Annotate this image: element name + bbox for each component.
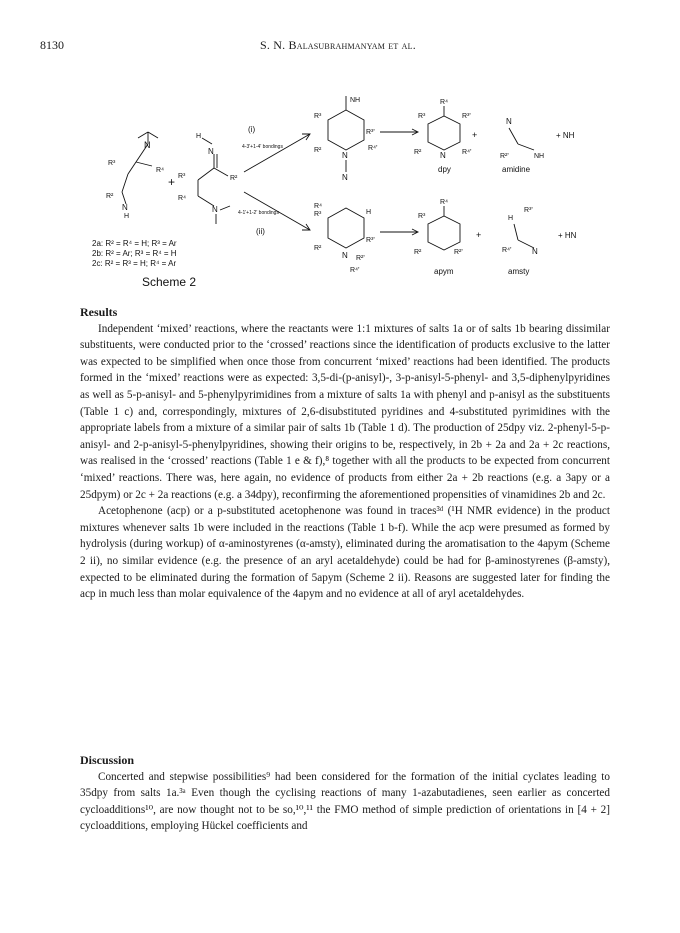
svg-text:R⁴: R⁴	[440, 99, 449, 106]
scheme-svg	[88, 88, 613, 300]
amsty-product	[502, 207, 577, 276]
svg-text:N: N	[122, 203, 128, 212]
results-paragraph-1: Independent ‘mixed’ reactions, where the reactants were 1:1 mixtures of salts 1a or of salts 1b bearing dissimilar substituents, were conducted prior to the ‘crossed’ reactions since the identification of products exclusive to the latter was expected to be simplified when once those from concurrent ‘mixed’ reactions had been identified. The products formed in the ‘mixed’ reactions were as expected: 3,5-di-(p-anisyl)-, 3-p-anisyl-5-phenyl- and 3,5-diphenylpyridines as well as 5-p-anisyl- and 5-phenylpyrimidines from a mixture of salts 1a with phenyl and p-anisyl as the substituents (Table 1 c) and, correspondingly, mixtures of 2,6-disubstituted pyridines and 4-substituted pyrimidines with the appropriate labels from a mixture of a similar pair of salts 1b (Table 1 d). The production of 25dpy viz. 2-phenyl-5-p-anisyl- and 2-p-anisyl-5-phenylpyridines, showing their origins to be, respectively, in 2b + 2a and 2a + 2c reactions, was realised in the ‘crossed’ reactions (Table 1 e & f),⁸ together with all the products to be expected from concurrent ‘mixed’ reactions. There was, here again, no evidence of products from either 2a + 2b reactions (e.g. a 3apy or a 25dpym) or 2c + 2a reactions (e.g. a 34dpy), reconfirming the aforementioned propensities of vinamidines 2b and 2c.	[80, 322, 610, 501]
svg-text:N: N	[208, 147, 214, 156]
results-heading: Results	[80, 305, 118, 319]
svg-text:H: H	[196, 133, 202, 140]
svg-text:NH: NH	[350, 97, 361, 104]
legend-2b: 2b: R² = Ar; R³ = R⁴ = H	[92, 249, 177, 258]
apym-label: apym	[434, 267, 454, 276]
svg-text:H: H	[366, 209, 372, 216]
apym-product	[414, 199, 463, 276]
svg-text:R³: R³	[178, 173, 186, 180]
svg-text:+ NH: + NH	[556, 131, 575, 140]
svg-text:R²: R²	[414, 249, 422, 256]
svg-text:R²': R²'	[454, 249, 463, 256]
svg-text:R²: R²	[314, 245, 322, 252]
step-i-label: (i)	[248, 125, 256, 134]
step-ii-label: (ii)	[256, 227, 265, 236]
running-title: S. N. Balasubrahmanyam et al.	[260, 38, 416, 52]
svg-text:R⁴': R⁴'	[368, 145, 378, 152]
dpy-label: dpy	[438, 165, 451, 174]
svg-text:R³: R³	[108, 160, 116, 167]
legend-2c: 2c: R² = R³ = H; R⁴ = Ar	[92, 259, 177, 268]
svg-text:R²': R²'	[356, 255, 365, 262]
svg-text:N: N	[532, 247, 538, 256]
svg-text:R³: R³	[418, 113, 426, 120]
svg-text:R⁴: R⁴	[440, 199, 449, 206]
svg-text:R³': R³'	[462, 113, 471, 120]
svg-text:R⁴': R⁴'	[502, 247, 512, 254]
discussion-heading: Discussion	[80, 753, 135, 767]
svg-text:R²: R²	[414, 149, 422, 156]
lower-cyclate	[314, 203, 375, 274]
svg-text:N: N	[144, 140, 151, 150]
svg-text:+: +	[472, 130, 478, 140]
svg-text:H: H	[124, 213, 130, 220]
svg-text:N: N	[342, 173, 348, 182]
svg-text:R³: R³	[314, 113, 322, 120]
svg-text:+: +	[168, 175, 176, 189]
svg-text:R⁴': R⁴'	[462, 149, 472, 156]
svg-text:+ HN: + HN	[558, 231, 577, 240]
results-paragraph-2: Acetophenone (acp) or a p-substituted acetophenone was found in traces³ᵈ (¹H NMR evidence) in the product mixtures whenever salts 1b were included in the reactions (Table 1 b-f). While the acp were presumed as formed by hydrolysis (during workup) of α-aminostyrenes (α-amsty), eliminated during the aromatisation to the 4apym (Scheme 2 ii), no similar evidence (e.g. the presence of an aryl acetaldehyde) could be had for β-aminostyrenes (β-amsty), expected to be eliminated during the formation of 5apym (Scheme 2 ii). Reasons are suggested later for finding the acp in much less than molar equivalence of the 4apym and no evidence at all of aryl acetaldehydes.	[80, 505, 610, 601]
svg-text:R⁴: R⁴	[314, 203, 323, 210]
upper-cyclate	[314, 96, 377, 182]
svg-text:NH: NH	[534, 153, 545, 160]
svg-text:R⁴: R⁴	[178, 195, 187, 202]
svg-text:+: +	[476, 230, 482, 240]
svg-text:N: N	[440, 151, 446, 160]
reactant-vinamidine	[106, 132, 164, 220]
svg-text:R²': R²'	[500, 153, 509, 160]
svg-text:N: N	[342, 151, 348, 160]
reactant-enamine	[178, 133, 238, 224]
amsty-label: amsty	[508, 267, 530, 276]
amidine-product	[500, 117, 575, 174]
svg-text:R²: R²	[106, 193, 114, 200]
discussion-paragraph-1: Concerted and stepwise possibilities⁹ had been considered for the formation of the initial cyclates leading to 35dpy from salts 1a.³ᵃ Even though the cyclising reactions of many 1-azabutadienes, seen earlier as concerted cycloadditions¹⁰, are now thought not to be so,¹⁰,¹¹ the FMO method of simple prediction of orientations in [4 + 2] cycloadditions, employing Hückel coefficients and	[80, 770, 610, 833]
reaction-scheme	[88, 88, 613, 300]
amidine-label: amidine	[502, 165, 531, 174]
discussion-section	[80, 752, 610, 835]
svg-text:R⁴: R⁴	[156, 167, 165, 174]
svg-text:R³': R³'	[366, 129, 375, 136]
svg-text:R²: R²	[314, 147, 322, 154]
scheme-caption: Scheme 2	[142, 275, 197, 289]
page-number: 8130	[40, 38, 64, 52]
svg-text:R²: R²	[230, 175, 238, 182]
bond-i-label: 4-3'+1-4' bondings	[242, 144, 283, 150]
results-section	[80, 304, 610, 603]
svg-text:R³: R³	[314, 211, 322, 218]
svg-text:R³: R³	[418, 213, 426, 220]
svg-text:R⁴': R⁴'	[350, 267, 360, 274]
svg-text:N: N	[212, 205, 218, 214]
legend-2a: 2a: R² = R⁴ = H; R³ = Ar	[92, 239, 177, 248]
svg-text:N: N	[342, 251, 348, 260]
svg-text:R³': R³'	[366, 237, 375, 244]
svg-text:H: H	[508, 215, 514, 222]
dpy-product	[414, 99, 471, 174]
svg-text:N: N	[506, 117, 512, 126]
bond-ii-label: 4-1'+1-2' bondings	[238, 210, 279, 216]
svg-text:R³': R³'	[524, 207, 533, 214]
